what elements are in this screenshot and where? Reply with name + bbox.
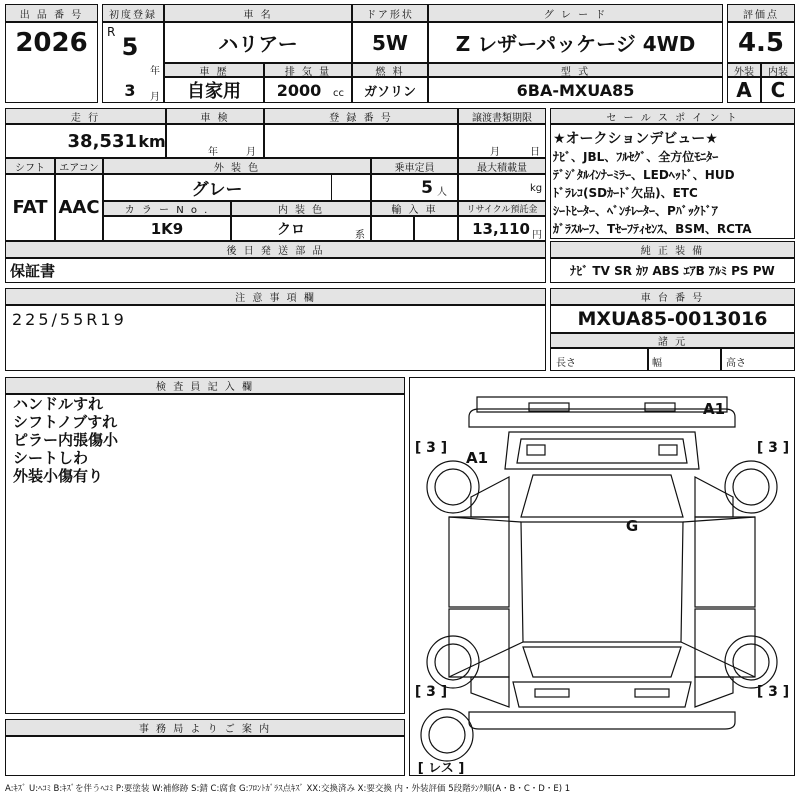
office-label: 事 務 局 よ り ご 案 内 [5,719,405,736]
car-diagram [409,377,795,776]
max-load-label: 最大積載量 [458,158,546,174]
first-reg-label: 初度登録 [102,4,164,22]
sales-point-item: ★オークションデビュー★ [553,131,718,147]
mileage-label: 走 行 [5,108,166,124]
reg-year-value: 5 [121,33,139,61]
kg-unit: kg [530,183,543,194]
car-name-label: 車 名 [164,4,352,22]
int-color-label: 内 装 色 [231,201,371,216]
recycle-label: リサイクル預託金 [458,201,546,216]
capacity-label: 乗車定員 [371,158,458,174]
interior-value: C [770,78,786,102]
tire-front-left: [ 3 ] [414,440,448,456]
reg-no-label: 登 録 番 号 [264,108,458,124]
import-box-2 [414,216,458,241]
yen-unit: 円 [532,230,542,241]
history-value: 自家用 [187,81,241,102]
car-name-value: ハリアー [218,32,298,56]
import-label: 輸 入 車 [371,201,458,216]
interior-label: 内装 [761,63,795,77]
door-value: 5W [372,30,408,55]
inspection-year-unit: 年 [208,147,218,158]
people-unit: 人 [437,187,447,198]
capacity-value: 5 [421,177,433,198]
import-box-1 [371,216,414,241]
shift-label: シフト [5,158,55,174]
lot-no-label: 出 品 番 号 [5,4,98,22]
damage-mark-a1-front: A1 [702,400,726,418]
model-label: 型 式 [428,63,723,77]
damage-mark-a1-left: A1 [465,449,489,467]
aircon-label: エアコン [55,158,103,174]
lot-no-value: 2026 [15,28,88,58]
transfer-label: 譲渡書類期限 [458,108,546,124]
score-label: 評価点 [727,4,795,22]
fuel-label: 燃 料 [352,63,428,77]
inspector-note-item: シフトノブすれ [13,413,118,431]
legend: A:ｷｽﾞ U:ﾍｺﾐ B:ｷｽﾞを伴うﾍｺﾐ P:要塗装 W:補修跡 S:錆 C:腐食 G:ﾌﾛﾝﾄｶﾞﾗｽ点ｷｽﾞ XX:交換済み X:要交換 内・外装評価 5段階ﾗﾝｸ順(A・B・C・D・E) 1 [5,784,571,794]
reg-year-unit: 年 [150,66,160,77]
displacement-label: 排 気 量 [264,63,352,77]
inspection-label: 車 検 [166,108,264,124]
color-sub-box [331,174,371,201]
reg-month-value: 3 [124,80,136,100]
color-no-label: カ ラ ー N o . [103,201,231,216]
equipment-label: 純 正 装 備 [550,241,795,258]
color-no-value: 1K9 [150,219,184,238]
tire-front-right: [ 3 ] [756,440,790,456]
caution-value: 225/55R19 [12,309,127,329]
aircon-value: AAC [58,197,100,218]
sales-point-item: ｶﾞﾗｽﾙｰﾌ、Tｾｰﾌﾃｨｾﾝｽ、BSM、RCTA [553,222,752,236]
grade-value: Z レザーパッケージ 4WD [455,32,696,56]
cc-unit: cc [333,88,344,99]
int-color-value: クロ [277,221,305,238]
reg-no-box [264,124,458,158]
chassis-label: 車 台 番 号 [550,288,795,305]
sales-point-list [553,130,793,238]
tire-rear-left: [ 3 ] [414,684,448,700]
door-label: ドア形状 [352,4,428,22]
caution-label: 注 意 事 項 欄 [5,288,546,305]
sales-point-label: セ ー ル ス ポ イ ン ト [550,108,795,124]
exterior-value: A [736,78,752,102]
chassis-value: MXUA85-0013016 [577,308,768,330]
kei-unit: 系 [355,230,365,241]
shift-value: FAT [12,197,48,218]
displacement-value: 2000 [276,80,322,100]
width-unit: 幅 [652,358,662,369]
km-unit: km [138,131,166,151]
inspector-notes [5,395,395,485]
inspector-note-item: ハンドルすれ [13,395,104,413]
later-parts-value: 保証書 [10,262,56,280]
sales-point-item: ｼｰﾄﾋｰﾀｰ、ﾍﾞﾝﾁﾚｰﾀｰ、Pﾊﾞｯｸﾄﾞｱ [553,204,718,218]
transfer-month-unit: 月 [490,147,500,158]
inspector-note-item: 外装小傷有り [13,467,104,485]
office-box [5,736,405,776]
later-parts-label: 後 日 発 送 部 品 [5,241,546,258]
inspector-note-item: シートしわ [13,449,89,467]
score-value: 4.5 [737,27,785,58]
sales-point-item: ﾅﾋﾞ、JBL、ﾌﾙｾｸﾞ、全方位ﾓﾆﾀｰ [553,150,719,164]
inspection-month-unit: 月 [246,147,256,158]
spare-tire: [ レス ] [417,760,465,776]
color-label: 外 装 色 [103,158,371,174]
transfer-day-unit: 日 [530,147,540,158]
damage-mark-g: G [625,517,639,535]
recycle-value: 13,110 [472,219,530,238]
color-value: グレー [191,180,243,200]
dims-label: 諸 元 [550,333,795,348]
mileage-value: 38,531 [67,130,137,152]
tire-rear-right: [ 3 ] [756,684,790,700]
length-unit: 長さ [556,358,576,369]
equipment-value: ﾅﾋﾞ TV SR ｶﾜ ABS ｴｱB ｱﾙﾐ PS PW [570,264,775,278]
fuel-value: ガソリン [363,84,416,100]
grade-label: グ レ ー ド [428,4,723,22]
inspector-label: 検 査 員 記 入 欄 [5,377,405,394]
reg-month-unit: 月 [150,92,160,103]
history-label: 車 歴 [164,63,264,77]
exterior-label: 外装 [727,63,761,77]
reiwa-mark: R [107,25,116,39]
model-value: 6BA-MXUA85 [516,80,635,100]
sales-point-item: ﾃﾞｼﾞﾀﾙｲﾝﾅｰﾐﾗｰ、LEDﾍｯﾄﾞ、HUD [553,168,735,182]
inspector-note-item: ピラー内張傷小 [13,431,119,449]
height-unit: 高さ [726,358,746,369]
sales-point-item: ﾄﾞﾗﾚｺ(SDｶｰﾄﾞ欠品)、ETC [553,186,698,200]
